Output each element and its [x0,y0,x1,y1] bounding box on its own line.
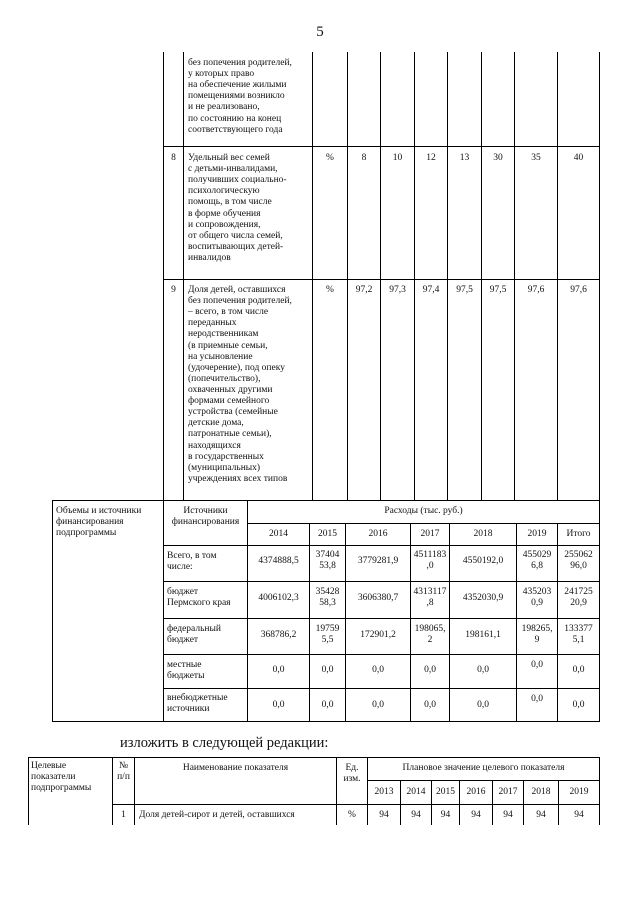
expenses-header: Расходы (тыс. руб.) [384,506,463,516]
value-cell: 94 [411,810,421,820]
unit: % [348,810,356,820]
page-number: 5 [316,24,324,40]
year-header: 2013 [374,787,394,797]
value-cell: 255062 96,0 [564,550,593,572]
value-cell: 94 [440,810,451,820]
value-cell: 13 [459,153,470,163]
year-header: 2016 [368,529,388,539]
value-cell: 4006102,3 [258,593,299,603]
value-cell: 0,0 [424,700,436,710]
section-heading: изложить в следующей редакции: [120,735,329,751]
value-cell: 0,0 [477,700,489,710]
target-indicators-label: Целевые показатели подпрограммы [31,761,92,794]
indicator-name: Удельный вес семей с детьми-инвалидами, получивших социально- психологическую помощь, в том числе в форме обучения и сопровождения, от общего числа семей, воспитывающих детей- инвалидов [188,153,287,263]
value-cell: 94 [536,810,546,820]
value-cell: 0,0 [272,665,285,675]
year-header: 2015 [318,529,337,539]
year-header: 2015 [436,787,455,797]
value-cell: 0,0 [572,665,585,675]
year-header: 2019 [527,529,547,539]
value-cell: 94 [503,810,513,820]
value-cell: 4550192,0 [462,556,504,566]
value-cell: 241725 20,9 [564,587,593,609]
source-name: Всего, в том числе: [167,551,217,573]
value-cell: 97,5 [489,285,507,295]
year-header: 2017 [498,787,518,797]
indicator-name: Доля детей-сирот и детей, оставшихся [139,810,295,820]
value-cell: 97,5 [456,285,473,295]
value-cell: 133377 5,1 [564,624,593,646]
value-cell: 0,0 [321,665,334,675]
year-header: 2014 [269,529,288,539]
row-number: 8 [171,153,176,163]
value-cell: 435203 0,9 [522,587,552,609]
value-cell: 97,6 [527,285,545,295]
value-cell: 4511183 ,0 [413,550,447,572]
plan-value-header: Плановое значение целевого показателя [402,763,565,773]
value-cell: 4352030,9 [462,593,504,603]
value-cell: 97,4 [422,285,440,295]
value-cell: 0,0 [572,700,585,710]
row-number: 1 [121,810,126,820]
value-cell: 97,3 [389,285,406,295]
value-cell: 97,2 [355,285,373,295]
value-cell: 0,0 [477,665,489,675]
value-cell: 12 [426,153,436,163]
value-cell: 198065, 2 [414,624,446,646]
unit: % [326,285,334,295]
year-header: 2017 [420,529,440,539]
value-cell: 37404 53,8 [315,550,340,572]
unit-header: Ед. изм. [343,763,361,785]
value-cell: 0,0 [321,700,334,710]
value-cell: 4313117 ,8 [413,587,447,609]
year-header: 2016 [466,787,486,797]
value-cell: 97,6 [570,285,587,295]
value-cell: 30 [493,153,503,163]
year-header: 2014 [406,787,426,797]
source-name: федеральный бюджет [167,624,221,646]
value-cell: 10 [392,153,403,163]
value-cell: 0,0 [272,700,285,710]
value-cell: 35 [531,153,541,163]
value-cell: 19759 5,5 [315,624,340,646]
unit: % [326,153,334,163]
continued-indicator-name: без попечения родителей, у которых право на обеспечение жилыми помещениями возникло и не реализовано, по состоянию на конец соответствующего года [188,58,292,135]
value-cell: 40 [573,153,584,163]
value-cell: 198161,1 [465,630,501,640]
value-cell: 198265, 9 [521,624,553,646]
row-number: 9 [171,285,176,295]
value-cell: 3779281,9 [357,556,399,566]
source-name: местные бюджеты [167,660,205,682]
value-cell: 94 [574,810,584,820]
value-cell: 0,0 [531,694,543,704]
number-header: № п/п [117,761,130,783]
value-cell: 0,0 [531,660,543,670]
value-cell: 8 [361,153,367,163]
value-cell: 0,0 [424,665,436,675]
year-header: 2018 [473,529,493,539]
value-cell: 4374888,5 [258,556,299,566]
value-cell: 368786,2 [260,630,297,640]
sources-header: Источники финансирования [171,506,240,528]
value-cell: 0,0 [372,700,384,710]
value-cell: 94 [379,810,389,820]
indicator-name: Доля детей, оставшихся без попечения родителей, – всего, в том числе переданных неродственникам (в приемные семьи, на усыновление (удочерение), под опеку (попечительство), охваченных другими формами семейного устройства (семейные детские дома, патронатные семьи), находящихся в государственных (муниципальных) учреждениях всех типов [188,285,292,484]
year-header: 2019 [569,787,589,797]
value-cell: 3606380,7 [357,593,399,603]
source-name: внебюджетные источники [167,693,228,715]
value-cell: 172901,2 [360,630,396,640]
value-cell: 0,0 [372,665,384,675]
year-header: 2018 [531,787,551,797]
value-cell: 455029 6,8 [522,550,552,572]
value-cell: 94 [471,810,481,820]
value-cell: 35428 58,3 [315,587,340,609]
indicator-name-header: Наименование показателя [182,763,289,773]
source-name: бюджет Пермского края [167,587,231,609]
year-header: Итого [566,529,591,539]
financing-label: Объемы и источники финансирования подпрограммы [56,506,142,539]
